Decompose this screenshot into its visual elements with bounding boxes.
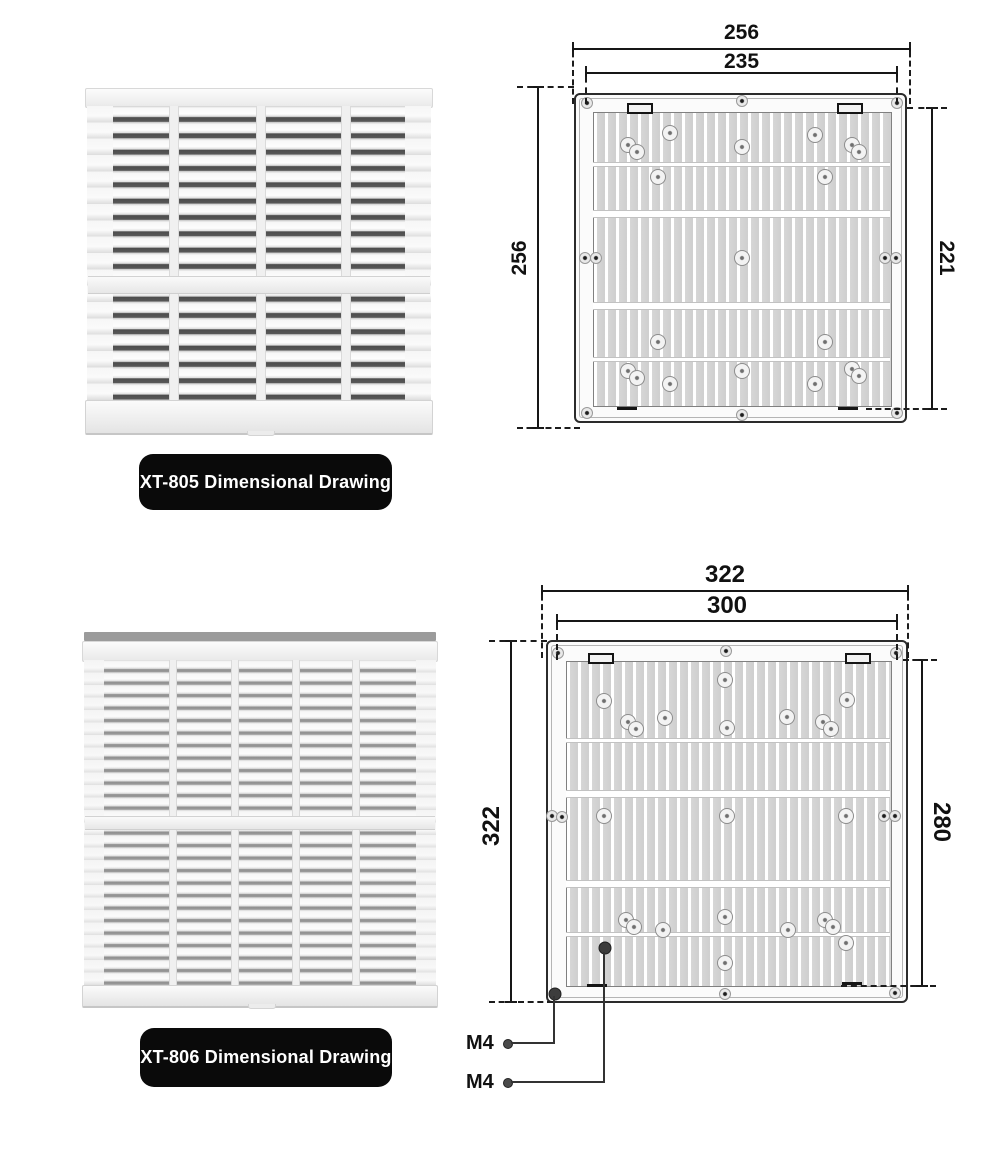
- screw-boss: [717, 909, 733, 925]
- frame-screw: [736, 409, 748, 421]
- filter-clip: [845, 653, 871, 664]
- frame-screw: [719, 988, 731, 1000]
- drawing-xt806-back: [546, 640, 908, 1003]
- extension-line: [866, 408, 947, 410]
- screw-boss: [662, 376, 678, 392]
- dim-line-inner-width-806: [557, 620, 897, 622]
- screw-boss: [629, 370, 645, 386]
- callout-m4-1: M4: [466, 1032, 494, 1054]
- extension-line: [896, 614, 898, 660]
- grille-joint-band: [85, 816, 435, 830]
- label-plate-xt805: [139, 454, 392, 510]
- grille-column-separator: [256, 106, 266, 400]
- screw-boss: [717, 955, 733, 971]
- plate-text: XT-805 Dimensional Drawing: [139, 471, 392, 492]
- photo-top-cap: [85, 88, 433, 108]
- screw-boss: [662, 125, 678, 141]
- callout-leader: [603, 952, 605, 1083]
- frame-screw: [889, 810, 901, 822]
- photo-top-strip: [84, 632, 436, 641]
- dim-outer-width-805: 256: [723, 21, 760, 44]
- grid-band: [593, 162, 890, 167]
- dim-line-inner-width-805: [586, 72, 897, 74]
- screw-boss: [734, 250, 750, 266]
- screw-boss: [851, 144, 867, 160]
- filter-clip: [588, 653, 614, 664]
- callout-dot: [503, 1039, 513, 1049]
- frame-screw: [736, 95, 748, 107]
- louver-grille: [84, 660, 436, 985]
- grid-band: [593, 357, 890, 362]
- louver-grille: [87, 106, 431, 400]
- extension-line: [903, 659, 937, 661]
- frame-screw: [890, 252, 902, 264]
- extension-line: [556, 614, 558, 660]
- callout-leader: [553, 996, 555, 1044]
- grille-column-separator: [169, 106, 179, 400]
- extension-line: [489, 640, 547, 642]
- plate-text: XT-806 Dimensional Drawing: [140, 1047, 392, 1067]
- extension-line: [489, 1001, 553, 1003]
- screw-boss: [596, 808, 612, 824]
- extension-line: [517, 86, 574, 88]
- screw-boss: [650, 334, 666, 350]
- extension-line: [585, 66, 587, 104]
- frame-screw: [552, 647, 564, 659]
- screw-boss: [823, 721, 839, 737]
- screw-boss: [719, 720, 735, 736]
- photo-bottom-base: [85, 400, 433, 435]
- dim-outer-height-805: 256: [508, 240, 531, 276]
- extension-line: [896, 66, 898, 104]
- callout-dot: [503, 1078, 513, 1088]
- frame-screw: [581, 407, 593, 419]
- dim-outer-width-806: 322: [704, 561, 746, 588]
- callout-screw: [599, 942, 612, 955]
- screw-boss: [596, 693, 612, 709]
- extension-line: [572, 42, 574, 104]
- filter-clip-mark: [617, 407, 637, 410]
- dim-line-outer-height-805: [537, 87, 539, 428]
- screw-boss: [851, 368, 867, 384]
- grille-column-separator: [341, 106, 351, 400]
- dim-inner-height-805: 221: [935, 240, 958, 276]
- dim-line-outer-height-806: [510, 641, 512, 1002]
- screw-boss: [650, 169, 666, 185]
- drawing-xt805-back: [574, 93, 907, 423]
- photo-bottom-base: [82, 985, 438, 1008]
- screw-boss: [807, 376, 823, 392]
- dim-line-inner-height-806: [921, 660, 923, 986]
- extension-line: [541, 585, 543, 658]
- frame-screw: [590, 252, 602, 264]
- screw-boss: [817, 169, 833, 185]
- dim-inner-width-806: 300: [706, 592, 748, 619]
- screw-boss: [839, 692, 855, 708]
- product-photo-xt805: [85, 88, 433, 432]
- extension-line: [907, 107, 947, 109]
- grid-band: [593, 302, 890, 310]
- product-photo-xt806: [82, 632, 438, 1005]
- base-tab: [247, 431, 275, 436]
- grid-band: [566, 880, 890, 888]
- screw-boss: [779, 709, 795, 725]
- screw-boss: [807, 127, 823, 143]
- frame-screw: [556, 811, 568, 823]
- screw-boss: [626, 919, 642, 935]
- filter-clip: [837, 103, 863, 114]
- screw-boss: [655, 922, 671, 938]
- screw-boss: [734, 139, 750, 155]
- callout-m4-2: M4: [466, 1071, 494, 1093]
- screw-boss: [838, 935, 854, 951]
- screw-boss: [734, 363, 750, 379]
- dim-inner-width-805: 235: [723, 50, 760, 73]
- grid-band: [566, 738, 890, 743]
- frame-screw: [720, 645, 732, 657]
- dim-outer-height-806: 322: [478, 805, 505, 847]
- screw-boss: [838, 808, 854, 824]
- screw-boss: [780, 922, 796, 938]
- grid-band: [566, 790, 890, 798]
- grille-side-rail: [87, 106, 113, 400]
- callout-leader: [511, 1081, 605, 1083]
- extension-line: [909, 42, 911, 104]
- screw-boss: [628, 721, 644, 737]
- filter-clip: [627, 103, 653, 114]
- extension-line: [517, 427, 580, 429]
- label-plate-xt806: [140, 1028, 392, 1087]
- base-tab: [248, 1004, 276, 1009]
- callout-screw: [549, 988, 562, 1001]
- screw-boss: [629, 144, 645, 160]
- screw-boss: [657, 710, 673, 726]
- screw-boss: [719, 808, 735, 824]
- grille-joint-band: [88, 276, 430, 294]
- photo-top-cap: [82, 641, 438, 662]
- screw-boss: [825, 919, 841, 935]
- filter-clip-mark: [838, 407, 858, 410]
- callout-leader: [511, 1042, 555, 1044]
- screw-boss: [817, 334, 833, 350]
- extension-line: [841, 985, 936, 987]
- extension-line: [907, 585, 909, 658]
- grille-side-rail: [405, 106, 431, 400]
- frame-screw: [889, 987, 901, 999]
- dim-inner-height-806: 280: [928, 801, 955, 843]
- grid-band: [593, 210, 890, 218]
- frame-screw: [581, 97, 593, 109]
- screw-boss: [717, 672, 733, 688]
